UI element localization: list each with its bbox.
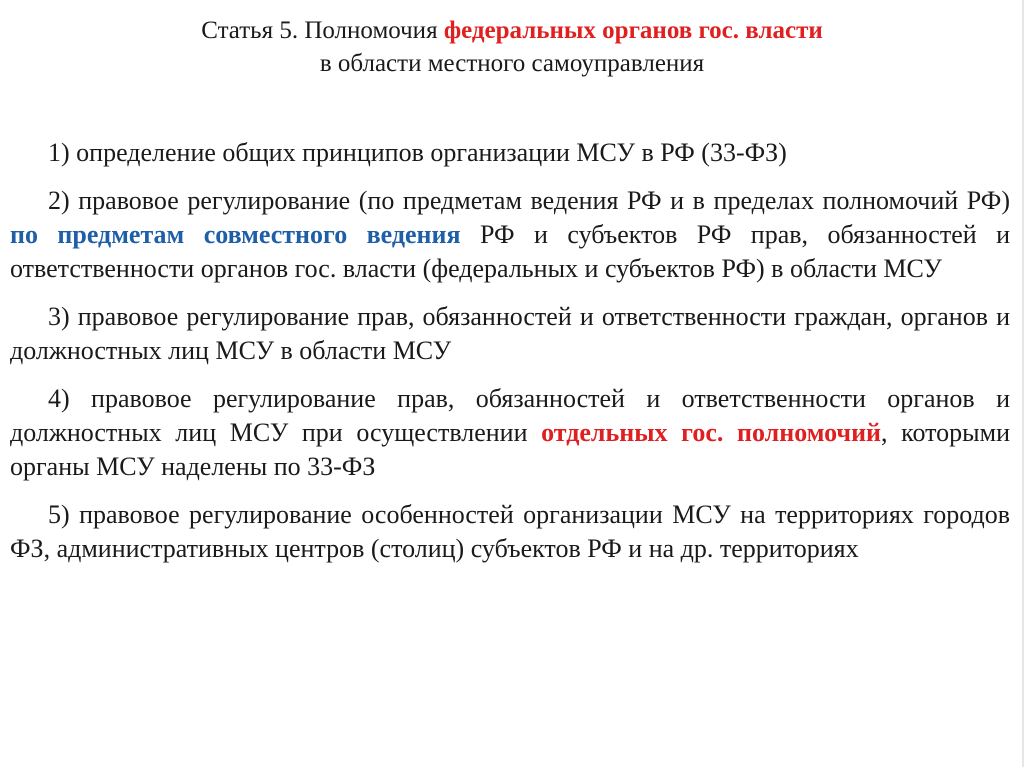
item-2-text-b: РФ и субъектов РФ прав, обязанностей и ответственности органов гос. власти (федеральных и субъектов РФ) в области МСУ <box>10 220 1010 283</box>
item-2-text-a: 2) правовое регулирование (по предметам ведения РФ и в пределах полномочий РФ) <box>48 186 1010 215</box>
title-highlight: федеральных органов гос. власти <box>443 17 823 44</box>
list-item-3: 3) правовое регулирование прав, обязанностей и ответственности граждан, органов и должностных лиц МСУ в области МСУ <box>10 302 1010 365</box>
list-item-1: 1) определение общих принципов организации МСУ в РФ (33-ФЗ) <box>48 138 787 167</box>
list-item-2 <box>10 184 1010 286</box>
item-4-text-a: 4) правовое регулирование прав, обязанностей и ответственности органов и должностных лиц МСУ при осуществлении <box>10 384 1010 447</box>
slide-title <box>60 14 964 80</box>
list-item-4 <box>10 382 1010 484</box>
title-line-1 <box>60 14 964 47</box>
powers-list <box>10 136 1010 580</box>
title-prefix: Статья 5. Полномочия <box>201 17 444 44</box>
item-2-highlight: по предметам совместного ведения <box>10 220 461 249</box>
item-4-text-b: , которыми органы МСУ наделены по 33-ФЗ <box>10 418 1010 481</box>
title-line-2: в области местного самоуправления <box>319 50 705 77</box>
item-4-highlight: отдельных гос. полномочий <box>541 418 882 447</box>
list-item-5: 5) правовое регулирование особенностей организации МСУ на территориях городов ФЗ, административных центров (столиц) субъектов РФ и на др. территориях <box>10 500 1010 563</box>
